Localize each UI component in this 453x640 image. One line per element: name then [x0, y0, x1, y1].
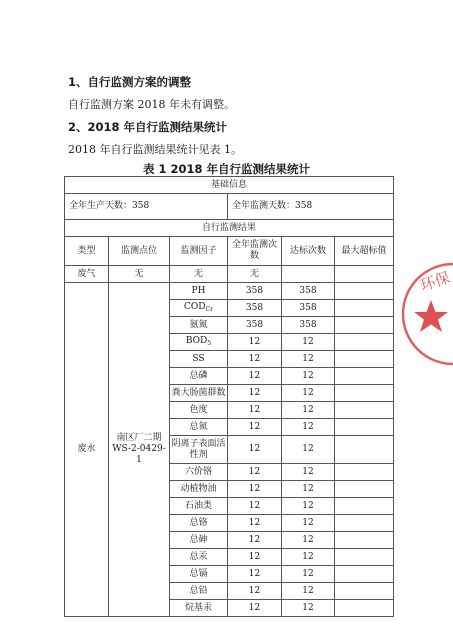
- compliant-cell: 12: [282, 600, 335, 617]
- gas-compliant: [282, 266, 335, 283]
- factor-subscript: Cr: [205, 305, 213, 313]
- count-cell: 12: [228, 583, 282, 600]
- factor-name: 总铅: [189, 585, 208, 596]
- factor-name: 总镉: [189, 568, 208, 579]
- max-exceed-cell: [335, 464, 394, 481]
- max-exceed-cell: [335, 368, 394, 385]
- section2-text: 2018 年自行监测结果统计见表 1。: [68, 143, 242, 156]
- max-exceed-cell: [335, 549, 394, 566]
- factor-name: SS: [192, 353, 205, 364]
- max-exceed-cell: [335, 317, 394, 334]
- red-seal-stamp: [395, 262, 453, 372]
- factor-cell: [170, 300, 228, 317]
- factor-cell: [170, 317, 228, 334]
- count-cell: 12: [228, 498, 282, 515]
- compliant-cell: 12: [282, 368, 335, 385]
- compliant-cell: 12: [282, 549, 335, 566]
- gas-factor: 无: [170, 266, 228, 283]
- count-cell: 12: [228, 436, 282, 464]
- factor-cell: [170, 481, 228, 498]
- count-cell: 12: [228, 368, 282, 385]
- max-exceed-cell: [335, 300, 394, 317]
- header-type: 类型: [65, 237, 109, 266]
- compliant-cell: 12: [282, 436, 335, 464]
- table-caption: 表 1 2018 年自行监测结果统计: [142, 162, 311, 176]
- compliant-cell: 12: [282, 532, 335, 549]
- compliant-cell: 12: [282, 481, 335, 498]
- factor-name: 烷基汞: [184, 602, 212, 613]
- max-exceed-cell: [335, 532, 394, 549]
- factor-name: 总氮: [189, 421, 208, 432]
- gas-count: 无: [228, 266, 282, 283]
- compliant-cell: 12: [282, 464, 335, 481]
- factor-name: COD: [184, 301, 206, 312]
- compliant-cell: 12: [282, 566, 335, 583]
- section2-heading: 2、2018 年自行监测结果统计: [68, 120, 228, 134]
- factor-cell: [170, 402, 228, 419]
- compliant-cell: 358: [282, 283, 335, 300]
- factor-cell: [170, 436, 228, 464]
- factor-name: 色度: [189, 404, 208, 415]
- compliant-cell: 12: [282, 334, 335, 351]
- factor-cell: [170, 464, 228, 481]
- count-cell: 12: [228, 334, 282, 351]
- max-exceed-cell: [335, 498, 394, 515]
- compliant-cell: 12: [282, 402, 335, 419]
- header-factor: 监测因子: [170, 237, 228, 266]
- factor-name: BOD: [185, 335, 208, 346]
- factor-cell: [170, 351, 228, 368]
- compliant-cell: 358: [282, 317, 335, 334]
- factor-name: 总磷: [189, 370, 208, 381]
- count-cell: 12: [228, 419, 282, 436]
- factor-cell: [170, 583, 228, 600]
- count-cell: 12: [228, 549, 282, 566]
- count-cell: 12: [228, 402, 282, 419]
- header-count: 全年监测次数: [228, 237, 282, 266]
- factor-cell: [170, 368, 228, 385]
- compliant-cell: 12: [282, 515, 335, 532]
- count-cell: 12: [228, 532, 282, 549]
- factor-cell: [170, 498, 228, 515]
- gas-max-exceed: [335, 266, 394, 283]
- max-exceed-cell: [335, 283, 394, 300]
- count-cell: 12: [228, 351, 282, 368]
- max-exceed-cell: [335, 419, 394, 436]
- max-exceed-cell: [335, 566, 394, 583]
- compliant-cell: 12: [282, 351, 335, 368]
- factor-cell: [170, 532, 228, 549]
- seal-text: 环保: [418, 268, 453, 295]
- max-exceed-cell: [335, 481, 394, 498]
- water-type: 废水: [65, 283, 109, 617]
- count-cell: 12: [228, 464, 282, 481]
- factor-name: 六价铬: [184, 466, 212, 477]
- gas-type: 废气: [65, 266, 109, 283]
- factor-cell: [170, 515, 228, 532]
- max-exceed-cell: [335, 600, 394, 617]
- header-compliant: 达标次数: [282, 237, 335, 266]
- count-cell: 12: [228, 566, 282, 583]
- max-exceed-cell: [335, 583, 394, 600]
- factor-name: 阴离子表面活性剂: [171, 438, 226, 460]
- count-cell: 12: [228, 600, 282, 617]
- factor-cell: [170, 419, 228, 436]
- basic-info-title: 基础信息: [65, 177, 394, 194]
- count-cell: 12: [228, 515, 282, 532]
- factor-name: 氨氮: [189, 319, 208, 330]
- seal-star-icon: [414, 300, 448, 332]
- factor-cell: [170, 549, 228, 566]
- results-title: 自行监测结果: [65, 220, 394, 237]
- factor-name: 动植物油: [180, 483, 217, 494]
- factor-cell: [170, 600, 228, 617]
- header-point: 监测点位: [109, 237, 170, 266]
- factor-name: 粪大肠菌群数: [171, 387, 226, 398]
- max-exceed-cell: [335, 515, 394, 532]
- max-exceed-cell: [335, 436, 394, 464]
- compliant-cell: 12: [282, 583, 335, 600]
- monitoring-days: 全年监测天数：358: [228, 194, 394, 220]
- section1-text: 自行监测方案 2018 年未有调整。: [68, 98, 235, 111]
- section1-heading: 1、自行监测方案的调整: [68, 75, 192, 89]
- count-cell: 358: [228, 317, 282, 334]
- production-days: 全年生产天数：358: [65, 194, 228, 220]
- monitoring-results-table: [64, 176, 394, 617]
- gas-point: 无: [109, 266, 170, 283]
- factor-name: 总砷: [189, 534, 208, 545]
- table-row: [65, 283, 394, 300]
- factor-name: PH: [191, 285, 206, 296]
- factor-cell: [170, 385, 228, 402]
- factor-name: 总汞: [189, 551, 208, 562]
- factor-name: 石油类: [184, 500, 212, 511]
- max-exceed-cell: [335, 385, 394, 402]
- compliant-cell: 12: [282, 385, 335, 402]
- factor-cell: [170, 283, 228, 300]
- max-exceed-cell: [335, 402, 394, 419]
- factor-subscript: 5: [207, 339, 212, 347]
- compliant-cell: 12: [282, 498, 335, 515]
- count-cell: 12: [228, 481, 282, 498]
- max-exceed-cell: [335, 334, 394, 351]
- compliant-cell: 358: [282, 300, 335, 317]
- count-cell: 358: [228, 283, 282, 300]
- count-cell: 12: [228, 385, 282, 402]
- factor-cell: [170, 566, 228, 583]
- compliant-cell: 12: [282, 419, 335, 436]
- factor-cell: [170, 334, 228, 351]
- count-cell: 358: [228, 300, 282, 317]
- water-point: 南区厂二期 WS-2-0429-1: [109, 283, 170, 617]
- header-max-exceed: 最大超标值: [335, 237, 394, 266]
- factor-name: 总铬: [189, 517, 208, 528]
- max-exceed-cell: [335, 351, 394, 368]
